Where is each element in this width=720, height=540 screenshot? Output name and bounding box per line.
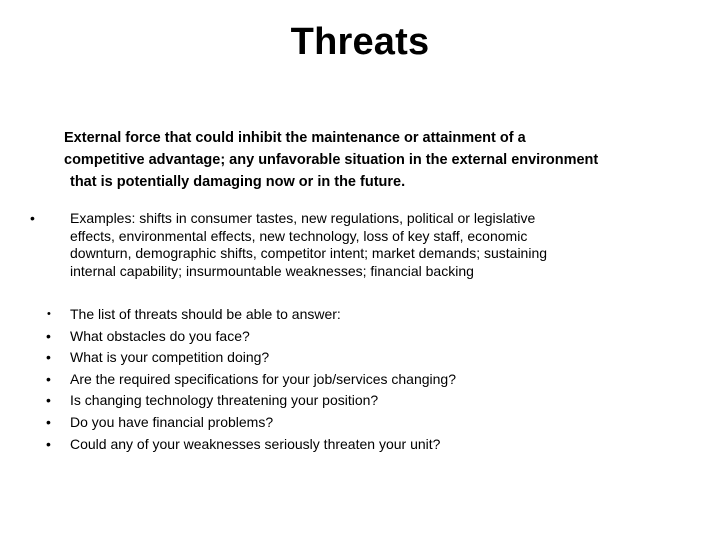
threat-questions-list bbox=[30, 304, 690, 455]
bullet-icon: • bbox=[46, 327, 51, 344]
slide-title: Threats bbox=[290, 21, 430, 63]
bullet-icon: • bbox=[46, 349, 51, 366]
bullet-icon: • bbox=[46, 413, 51, 430]
definition-line: that is potentially damaging now or in the future. bbox=[70, 174, 406, 190]
list-item-text: What is your competition doing? bbox=[70, 349, 270, 366]
bullet-icon: • bbox=[30, 210, 35, 226]
examples-block bbox=[30, 210, 690, 280]
definition-line: competitive advantage; any unfavorable situation in the external environment bbox=[64, 152, 599, 168]
list-item bbox=[30, 390, 690, 412]
list-item-text: Do you have financial problems? bbox=[70, 413, 274, 430]
examples-line: downturn, demographic shifts, competitor intent; market demands; sustaining bbox=[70, 245, 548, 261]
list-item bbox=[30, 369, 690, 391]
list-item bbox=[30, 434, 690, 456]
list-item-text: The list of threats should be able to answer: bbox=[70, 306, 341, 322]
list-item bbox=[30, 412, 690, 434]
list-item-text: What obstacles do you face? bbox=[70, 327, 250, 344]
bullet-icon: • bbox=[47, 308, 51, 320]
list-item-text: Could any of your weaknesses seriously threaten your unit? bbox=[70, 435, 441, 452]
examples-bullet-item bbox=[30, 210, 690, 280]
list-item bbox=[30, 304, 690, 326]
examples-line: effects, environmental effects, new technology, loss of key staff, economic bbox=[70, 227, 528, 244]
examples-line: internal capability; insurmountable weaknesses; financial backing bbox=[70, 262, 474, 279]
examples-line: Examples: shifts in consumer tastes, new regulations, political or legislative bbox=[70, 210, 536, 226]
list-item-text: Are the required specifications for your job/services changing? bbox=[70, 370, 456, 387]
bullet-icon: • bbox=[46, 392, 51, 409]
list-item-text: Is changing technology threatening your position? bbox=[70, 392, 379, 409]
threats-definition bbox=[64, 127, 684, 193]
list-item bbox=[30, 347, 690, 369]
bullet-icon: • bbox=[46, 435, 51, 452]
bullet-icon: • bbox=[46, 370, 51, 387]
list-item bbox=[30, 326, 690, 348]
definition-line: External force that could inhibit the maintenance or attainment of a bbox=[64, 130, 526, 146]
